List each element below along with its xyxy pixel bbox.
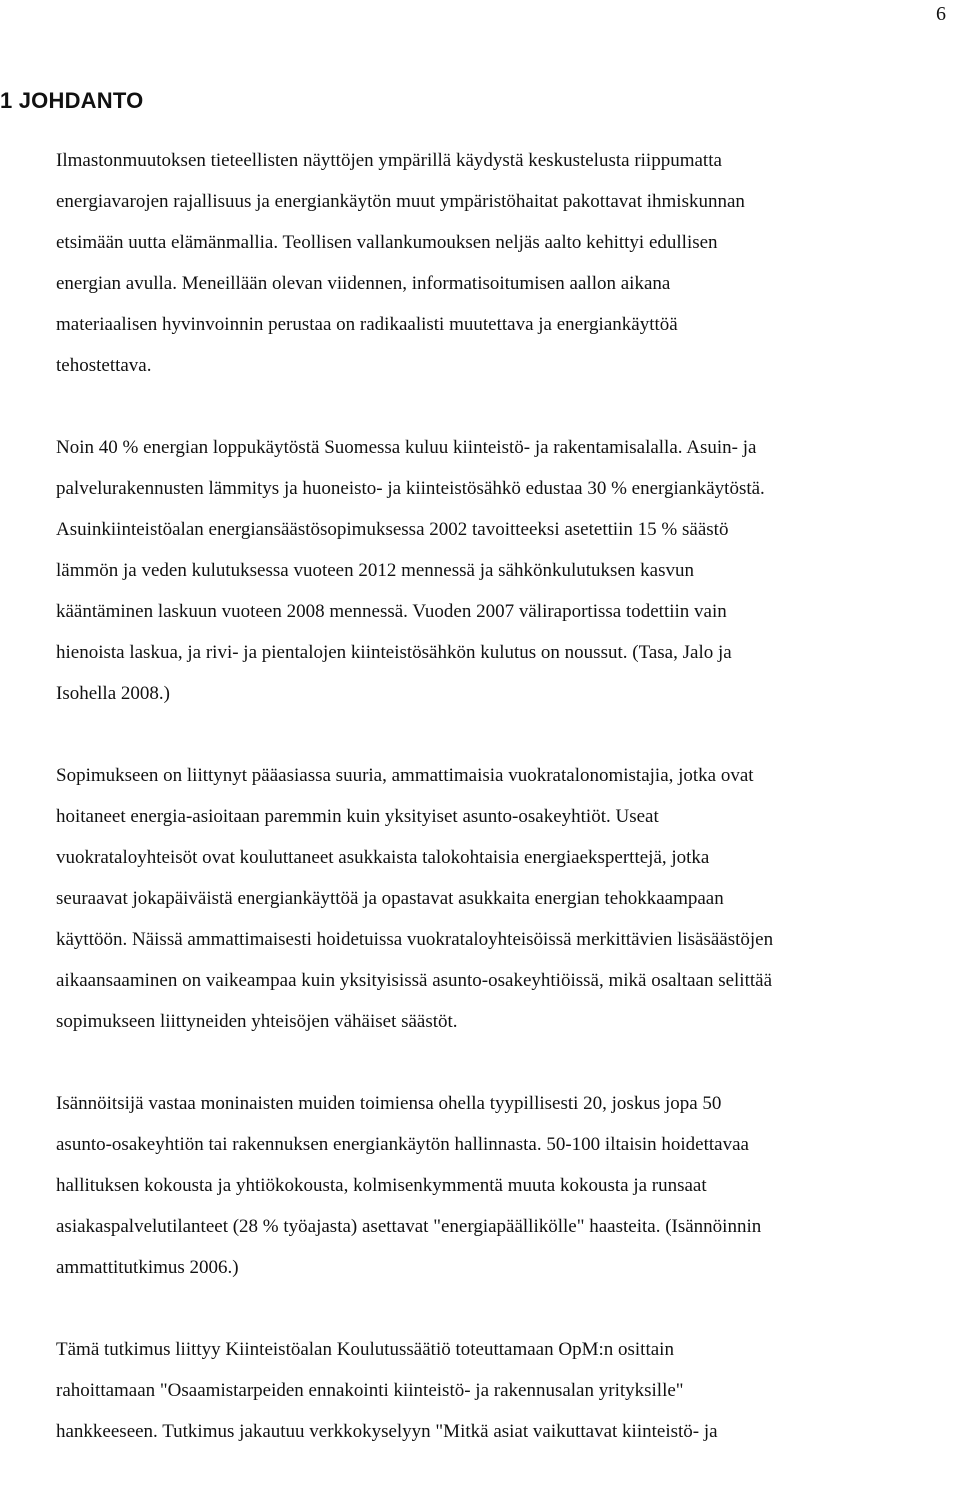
paragraph-4	[56, 1083, 936, 1288]
text-line: hankkeeseen. Tutkimus jakautuu verkkokyselyyn "Mitkä asiat vaikuttavat kiinteistö- ja	[56, 1421, 718, 1442]
paragraph-1	[56, 140, 936, 386]
text-line: rahoittamaan "Osaamistarpeiden ennakointi kiinteistö- ja rakennusalan yrityksille"	[56, 1380, 684, 1401]
section-heading: 1 JOHDANTO	[0, 88, 144, 113]
text-line: seuraavat jokapäiväistä energiankäyttöä ja opastavat asukkaita energian tehokkaampaan	[56, 888, 724, 909]
text-line: hoitaneet energia-asioitaan paremmin kuin yksityiset asunto-osakeyhtiöt. Useat	[56, 806, 659, 827]
text-line: aikaansaaminen on vaikeampaa kuin yksityisissä asunto-osakeyhtiöissä, mikä osaltaan selittää	[56, 970, 773, 991]
text-line: palvelurakennusten lämmitys ja huoneisto- ja kiinteistösähkö edustaa 30 % energiankäytöstä.	[56, 478, 765, 499]
text-line: Isännöitsijä vastaa moninaisten muiden toimiensa ohella tyypillisesti 20, joskus jopa 50	[56, 1093, 722, 1114]
paragraph-3	[56, 755, 936, 1042]
text-line: lämmön ja veden kulutuksessa vuoteen 2012 mennessä ja sähkönkulutuksen kasvun	[56, 560, 694, 581]
page-number: 6	[936, 3, 946, 25]
text-line: vuokrataloyhteisöt ovat kouluttaneet asukkaista talokohtaisia energiaeksperttejä, jotka	[56, 847, 710, 868]
text-line: energian avulla. Meneillään olevan viidennen, informatisoitumisen aallon aikana	[56, 273, 671, 294]
text-line: materiaalisen hyvinvoinnin perustaa on radikaalisti muutettava ja energiankäyttöä	[56, 314, 678, 335]
text-line: Ilmastonmuutoksen tieteellisten näyttöjen ympärillä käydystä keskustelusta riippumatta	[56, 150, 722, 171]
text-line: Tämä tutkimus liittyy Kiinteistöalan Koulutussäätiö toteuttamaan OpM:n osittain	[56, 1339, 674, 1360]
text-line: hallituksen kokousta ja yhtiökokousta, kolmisenkymmentä muuta kokousta ja runsaat	[56, 1175, 707, 1196]
text-line: käyttöön. Näissä ammattimaisesti hoidetuissa vuokrataloyhteisöissä merkittävien lisäsäästöjen	[56, 929, 774, 950]
text-line: asunto-osakeyhtiön tai rakennuksen energiankäytön hallinnasta. 50-100 iltaisin hoidettavaa	[56, 1134, 749, 1155]
text-line: etsimään uutta elämänmallia. Teollisen vallankumouksen neljäs aalto kehittyi edullisen	[56, 232, 718, 253]
text-line: Sopimukseen on liittynyt pääasiassa suuria, ammattimaisia vuokratalonomistajia, jotka ovat	[56, 765, 754, 786]
paragraph-2	[56, 427, 936, 714]
text-line: kääntäminen laskuun vuoteen 2008 mennessä. Vuoden 2007 väliraportissa todettiin vain	[56, 601, 727, 622]
text-line: Asuinkiinteistöalan energiansäästösopimuksessa 2002 tavoitteeksi asetettiin 15 % säästö	[56, 519, 729, 540]
text-line: energiavarojen rajallisuus ja energiankäytön muut ympäristöhaitat pakottavat ihmiskunnan	[56, 191, 745, 212]
text-line: hienoista laskua, ja rivi- ja pientalojen kiinteistösähkön kulutus on noussut. (Tasa, Jalo ja	[56, 642, 732, 663]
paragraph-5	[56, 1329, 936, 1452]
body-text	[56, 140, 936, 1493]
text-line: Isohella 2008.)	[56, 683, 170, 704]
text-line: Noin 40 % energian loppukäytöstä Suomessa kuluu kiinteistö- ja rakentamisalalla. Asuin- ja	[56, 437, 757, 458]
text-line: asiakaspalvelutilanteet (28 % työajasta) asettavat "energiapäällikölle" haasteita. (Isännöinnin	[56, 1216, 762, 1237]
text-line: tehostettava.	[56, 355, 152, 376]
text-line: sopimukseen liittyneiden yhteisöjen vähäiset säästöt.	[56, 1011, 458, 1032]
text-line: ammattitutkimus 2006.)	[56, 1257, 239, 1278]
